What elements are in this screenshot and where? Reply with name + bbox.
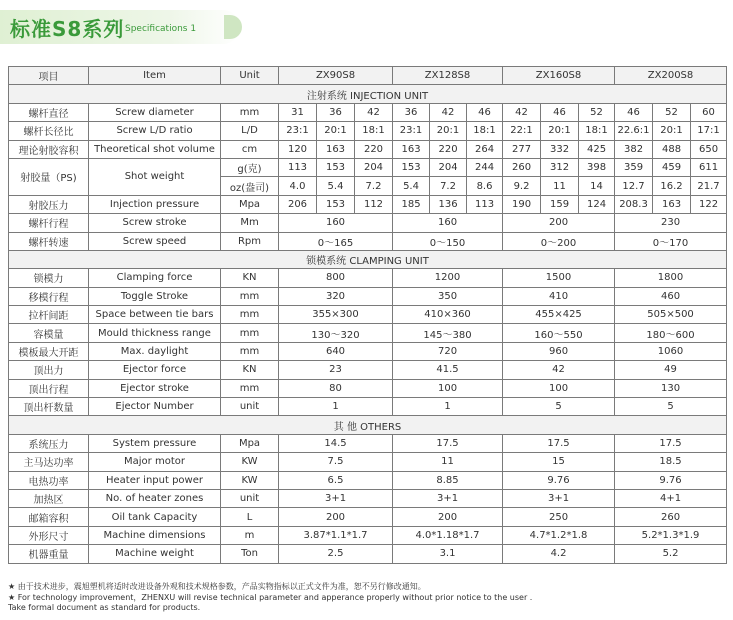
value-cell: 20:1 bbox=[541, 122, 579, 140]
value-cell: 5.4 bbox=[317, 177, 355, 195]
value-cell: 611 bbox=[691, 158, 727, 176]
section-row bbox=[9, 85, 727, 103]
section-title: 其 他 OTHERS bbox=[9, 416, 727, 434]
value-cell: 4.7*1.2*1.8 bbox=[503, 526, 615, 544]
value-cell: 42 bbox=[503, 361, 615, 379]
value-cell: 20:1 bbox=[653, 122, 691, 140]
value-cell: 2.5 bbox=[279, 545, 393, 563]
banner-tab bbox=[224, 15, 242, 39]
table-row bbox=[9, 398, 727, 416]
row-label-cn: 锁模力 bbox=[9, 269, 89, 287]
value-cell: 320 bbox=[279, 287, 393, 305]
value-cell: 640 bbox=[279, 342, 393, 360]
value-cell: 460 bbox=[615, 287, 727, 305]
header-model: ZX160S8 bbox=[503, 67, 615, 85]
value-cell: 17:1 bbox=[691, 122, 727, 140]
value-cell: 5 bbox=[615, 398, 727, 416]
value-cell: 0～150 bbox=[393, 232, 503, 250]
value-cell: 7.2 bbox=[355, 177, 393, 195]
value-cell: 1060 bbox=[615, 342, 727, 360]
value-cell: 9.76 bbox=[503, 471, 615, 489]
banner-title-cn: 标准S8系列 bbox=[10, 17, 125, 41]
row-unit: oz(盎司) bbox=[221, 177, 279, 195]
value-cell: 200 bbox=[393, 508, 503, 526]
value-cell: 4.0*1.18*1.7 bbox=[393, 526, 503, 544]
value-cell: 350 bbox=[393, 287, 503, 305]
row-label-en: Clamping force bbox=[89, 269, 221, 287]
row-unit: mm bbox=[221, 103, 279, 121]
value-cell: 204 bbox=[430, 158, 467, 176]
value-cell: 49 bbox=[615, 361, 727, 379]
value-cell: 3.1 bbox=[393, 545, 503, 563]
value-cell: 1 bbox=[279, 398, 393, 416]
value-cell: 21.7 bbox=[691, 177, 727, 195]
row-label-cn: 顶出杆数量 bbox=[9, 398, 89, 416]
row-unit: cm bbox=[221, 140, 279, 158]
value-cell: 359 bbox=[615, 158, 653, 176]
value-cell: 4+1 bbox=[615, 489, 727, 507]
row-unit: unit bbox=[221, 398, 279, 416]
row-label-en: Ejector Number bbox=[89, 398, 221, 416]
value-cell: 180～600 bbox=[615, 324, 727, 342]
value-cell: 8.6 bbox=[467, 177, 503, 195]
table-row bbox=[9, 140, 727, 158]
value-cell: 5.2*1.3*1.9 bbox=[615, 526, 727, 544]
value-cell: 20:1 bbox=[317, 122, 355, 140]
value-cell: 12.7 bbox=[615, 177, 653, 195]
value-cell: 8.85 bbox=[393, 471, 503, 489]
row-label-cn: 螺杆行程 bbox=[9, 214, 89, 232]
value-cell: 1800 bbox=[615, 269, 727, 287]
row-label-cn: 邮箱容积 bbox=[9, 508, 89, 526]
row-unit: mm bbox=[221, 342, 279, 360]
value-cell: 455×425 bbox=[503, 306, 615, 324]
row-label-cn: 电热功率 bbox=[9, 471, 89, 489]
row-unit: mm bbox=[221, 379, 279, 397]
value-cell: 0～170 bbox=[615, 232, 727, 250]
table-row bbox=[9, 471, 727, 489]
row-unit: mm bbox=[221, 324, 279, 342]
value-cell: 120 bbox=[279, 140, 317, 158]
value-cell: 7.2 bbox=[430, 177, 467, 195]
value-cell: 42 bbox=[503, 103, 541, 121]
value-cell: 200 bbox=[503, 214, 615, 232]
value-cell: 20:1 bbox=[430, 122, 467, 140]
value-cell: 160 bbox=[279, 214, 393, 232]
value-cell: 398 bbox=[579, 158, 615, 176]
value-cell: 800 bbox=[279, 269, 393, 287]
value-cell: 355×300 bbox=[279, 306, 393, 324]
header-model: ZX128S8 bbox=[393, 67, 503, 85]
footer-note-en-2: Take formal document as standard for products. bbox=[8, 603, 201, 612]
specifications-body bbox=[9, 67, 727, 564]
value-cell: 14.5 bbox=[279, 434, 393, 452]
row-label-cn: 模板最大开距 bbox=[9, 342, 89, 360]
value-cell: 425 bbox=[579, 140, 615, 158]
value-cell: 459 bbox=[653, 158, 691, 176]
value-cell: 410 bbox=[503, 287, 615, 305]
value-cell: 22:1 bbox=[503, 122, 541, 140]
value-cell: 18:1 bbox=[579, 122, 615, 140]
row-label-cn: 顶出行程 bbox=[9, 379, 89, 397]
value-cell: 52 bbox=[579, 103, 615, 121]
value-cell: 0～200 bbox=[503, 232, 615, 250]
value-cell: 244 bbox=[467, 158, 503, 176]
value-cell: 5.4 bbox=[393, 177, 430, 195]
value-cell: 14 bbox=[579, 177, 615, 195]
value-cell: 18.5 bbox=[615, 453, 727, 471]
value-cell: 5 bbox=[503, 398, 615, 416]
value-cell: 130～320 bbox=[279, 324, 393, 342]
table-row bbox=[9, 545, 727, 563]
row-label-en: Toggle Stroke bbox=[89, 287, 221, 305]
row-label-cn: 加热区 bbox=[9, 489, 89, 507]
row-label-cn: 螺杆直径 bbox=[9, 103, 89, 121]
row-label-en: Screw L/D ratio bbox=[89, 122, 221, 140]
value-cell: 136 bbox=[430, 195, 467, 213]
row-label-en: No. of heater zones bbox=[89, 489, 221, 507]
value-cell: 42 bbox=[430, 103, 467, 121]
header-en: Item bbox=[89, 67, 221, 85]
row-label-en: Heater input power bbox=[89, 471, 221, 489]
footer-note-cn: ★ 由于技术进步，震旭塑机将适时改进设备外观和技术规格参数，产品实物指标以正式文件为准，恕不另行修改通知。 bbox=[8, 582, 426, 591]
value-cell: 100 bbox=[393, 379, 503, 397]
value-cell: 163 bbox=[653, 195, 691, 213]
row-unit: KN bbox=[221, 361, 279, 379]
value-cell: 230 bbox=[615, 214, 727, 232]
row-unit: g(克) bbox=[221, 158, 279, 176]
table-row bbox=[9, 122, 727, 140]
value-cell: 0～165 bbox=[279, 232, 393, 250]
value-cell: 260 bbox=[503, 158, 541, 176]
row-label-cn: 拉杆间距 bbox=[9, 306, 89, 324]
table-row bbox=[9, 526, 727, 544]
value-cell: 204 bbox=[355, 158, 393, 176]
table-row bbox=[9, 434, 727, 452]
value-cell: 206 bbox=[279, 195, 317, 213]
row-unit: mm bbox=[221, 306, 279, 324]
value-cell: 160 bbox=[393, 214, 503, 232]
table-row bbox=[9, 361, 727, 379]
value-cell: 277 bbox=[503, 140, 541, 158]
value-cell: 145～380 bbox=[393, 324, 503, 342]
row-unit: Mpa bbox=[221, 195, 279, 213]
header-model: ZX90S8 bbox=[279, 67, 393, 85]
value-cell: 11 bbox=[393, 453, 503, 471]
value-cell: 7.5 bbox=[279, 453, 393, 471]
value-cell: 185 bbox=[393, 195, 430, 213]
row-unit: L bbox=[221, 508, 279, 526]
value-cell: 17.5 bbox=[615, 434, 727, 452]
value-cell: 15 bbox=[503, 453, 615, 471]
value-cell: 113 bbox=[467, 195, 503, 213]
value-cell: 46 bbox=[467, 103, 503, 121]
value-cell: 36 bbox=[317, 103, 355, 121]
value-cell: 17.5 bbox=[503, 434, 615, 452]
row-unit: KN bbox=[221, 269, 279, 287]
row-label-en: Machine weight bbox=[89, 545, 221, 563]
row-label-en: Ejector stroke bbox=[89, 379, 221, 397]
row-label-cn: 容模量 bbox=[9, 324, 89, 342]
table-row bbox=[9, 214, 727, 232]
value-cell: 4.2 bbox=[503, 545, 615, 563]
value-cell: 42 bbox=[355, 103, 393, 121]
value-cell: 650 bbox=[691, 140, 727, 158]
row-label-cn: 机器重量 bbox=[9, 545, 89, 563]
row-label-en: Screw diameter bbox=[89, 103, 221, 121]
row-unit: mm bbox=[221, 287, 279, 305]
table-row bbox=[9, 324, 727, 342]
value-cell: 153 bbox=[317, 158, 355, 176]
value-cell: 260 bbox=[615, 508, 727, 526]
row-label-en: Ejector force bbox=[89, 361, 221, 379]
value-cell: 159 bbox=[541, 195, 579, 213]
value-cell: 9.2 bbox=[503, 177, 541, 195]
value-cell: 163 bbox=[393, 140, 430, 158]
table-row bbox=[9, 508, 727, 526]
value-cell: 153 bbox=[393, 158, 430, 176]
table-row bbox=[9, 269, 727, 287]
footer-note-en: ★ For technology improvement，ZHENXU will revise technical parameter and apperance properly without prior notice to the user . bbox=[8, 592, 533, 602]
value-cell: 36 bbox=[393, 103, 430, 121]
value-cell: 5.2 bbox=[615, 545, 727, 563]
value-cell: 312 bbox=[541, 158, 579, 176]
table-row bbox=[9, 306, 727, 324]
value-cell: 46 bbox=[541, 103, 579, 121]
row-label-en: Major motor bbox=[89, 453, 221, 471]
header-model: ZX200S8 bbox=[615, 67, 727, 85]
specifications-table bbox=[8, 66, 727, 564]
value-cell: 130 bbox=[615, 379, 727, 397]
series-banner bbox=[0, 10, 240, 44]
value-cell: 17.5 bbox=[393, 434, 503, 452]
value-cell: 9.76 bbox=[615, 471, 727, 489]
value-cell: 16.2 bbox=[653, 177, 691, 195]
row-label-cn: 射胶量（PS) bbox=[9, 158, 89, 195]
header-row bbox=[9, 67, 727, 85]
section-row bbox=[9, 250, 727, 268]
header-cn: 项目 bbox=[9, 67, 89, 85]
row-label-en: Oil tank Capacity bbox=[89, 508, 221, 526]
value-cell: 100 bbox=[503, 379, 615, 397]
section-row bbox=[9, 416, 727, 434]
value-cell: 505×500 bbox=[615, 306, 727, 324]
table-row bbox=[9, 287, 727, 305]
row-label-cn: 系统压力 bbox=[9, 434, 89, 452]
value-cell: 1200 bbox=[393, 269, 503, 287]
row-label-en: Screw speed bbox=[89, 232, 221, 250]
value-cell: 124 bbox=[579, 195, 615, 213]
value-cell: 113 bbox=[279, 158, 317, 176]
row-label-cn: 外形尺寸 bbox=[9, 526, 89, 544]
row-label-cn: 主马达功率 bbox=[9, 453, 89, 471]
value-cell: 22.6:1 bbox=[615, 122, 653, 140]
value-cell: 18:1 bbox=[355, 122, 393, 140]
value-cell: 250 bbox=[503, 508, 615, 526]
table-row bbox=[9, 158, 727, 176]
value-cell: 160～550 bbox=[503, 324, 615, 342]
value-cell: 11 bbox=[541, 177, 579, 195]
value-cell: 31 bbox=[279, 103, 317, 121]
row-label-en: Space between tie bars bbox=[89, 306, 221, 324]
value-cell: 220 bbox=[430, 140, 467, 158]
row-unit: KW bbox=[221, 471, 279, 489]
value-cell: 488 bbox=[653, 140, 691, 158]
value-cell: 220 bbox=[355, 140, 393, 158]
value-cell: 3+1 bbox=[503, 489, 615, 507]
row-label-en: System pressure bbox=[89, 434, 221, 452]
value-cell: 80 bbox=[279, 379, 393, 397]
row-label-cn: 移模行程 bbox=[9, 287, 89, 305]
value-cell: 6.5 bbox=[279, 471, 393, 489]
value-cell: 208.3 bbox=[615, 195, 653, 213]
table-row bbox=[9, 342, 727, 360]
row-label-cn: 射胶压力 bbox=[9, 195, 89, 213]
row-unit: KW bbox=[221, 453, 279, 471]
value-cell: 382 bbox=[615, 140, 653, 158]
value-cell: 23 bbox=[279, 361, 393, 379]
value-cell: 18:1 bbox=[467, 122, 503, 140]
row-label-cn: 理论射胶容积 bbox=[9, 140, 89, 158]
row-unit: m bbox=[221, 526, 279, 544]
row-unit: Ton bbox=[221, 545, 279, 563]
row-unit: unit bbox=[221, 489, 279, 507]
row-label-cn: 螺杆转速 bbox=[9, 232, 89, 250]
value-cell: 264 bbox=[467, 140, 503, 158]
value-cell: 4.0 bbox=[279, 177, 317, 195]
value-cell: 1500 bbox=[503, 269, 615, 287]
value-cell: 720 bbox=[393, 342, 503, 360]
value-cell: 23:1 bbox=[393, 122, 430, 140]
row-unit: Mpa bbox=[221, 434, 279, 452]
value-cell: 153 bbox=[317, 195, 355, 213]
row-label-en: Mould thickness range bbox=[89, 324, 221, 342]
row-unit: Rpm bbox=[221, 232, 279, 250]
value-cell: 332 bbox=[541, 140, 579, 158]
value-cell: 410×360 bbox=[393, 306, 503, 324]
value-cell: 3+1 bbox=[393, 489, 503, 507]
value-cell: 41.5 bbox=[393, 361, 503, 379]
value-cell: 960 bbox=[503, 342, 615, 360]
value-cell: 163 bbox=[317, 140, 355, 158]
value-cell: 122 bbox=[691, 195, 727, 213]
row-label-cn: 顶出力 bbox=[9, 361, 89, 379]
table-row bbox=[9, 489, 727, 507]
table-row bbox=[9, 195, 727, 213]
banner-title-en: Specifications 1 bbox=[125, 24, 197, 34]
table-row bbox=[9, 453, 727, 471]
value-cell: 23:1 bbox=[279, 122, 317, 140]
row-label-en: Machine dimensions bbox=[89, 526, 221, 544]
table-row bbox=[9, 103, 727, 121]
row-label-en: Max. daylight bbox=[89, 342, 221, 360]
row-unit: Mm bbox=[221, 214, 279, 232]
section-title: 注射系统 INJECTION UNIT bbox=[9, 85, 727, 103]
row-label-en: Screw stroke bbox=[89, 214, 221, 232]
value-cell: 200 bbox=[279, 508, 393, 526]
row-unit: L/D bbox=[221, 122, 279, 140]
row-label-cn: 螺杆长径比 bbox=[9, 122, 89, 140]
row-label-en: Theoretical shot volume bbox=[89, 140, 221, 158]
section-title: 锁模系统 CLAMPING UNIT bbox=[9, 250, 727, 268]
table-row bbox=[9, 232, 727, 250]
header-unit: Unit bbox=[221, 67, 279, 85]
value-cell: 52 bbox=[653, 103, 691, 121]
table-row bbox=[9, 379, 727, 397]
footer-notes bbox=[8, 582, 532, 614]
value-cell: 190 bbox=[503, 195, 541, 213]
value-cell: 46 bbox=[615, 103, 653, 121]
value-cell: 3.87*1.1*1.7 bbox=[279, 526, 393, 544]
row-label-en: Injection pressure bbox=[89, 195, 221, 213]
row-label-en: Shot weight bbox=[89, 158, 221, 195]
value-cell: 3+1 bbox=[279, 489, 393, 507]
value-cell: 60 bbox=[691, 103, 727, 121]
value-cell: 112 bbox=[355, 195, 393, 213]
value-cell: 1 bbox=[393, 398, 503, 416]
